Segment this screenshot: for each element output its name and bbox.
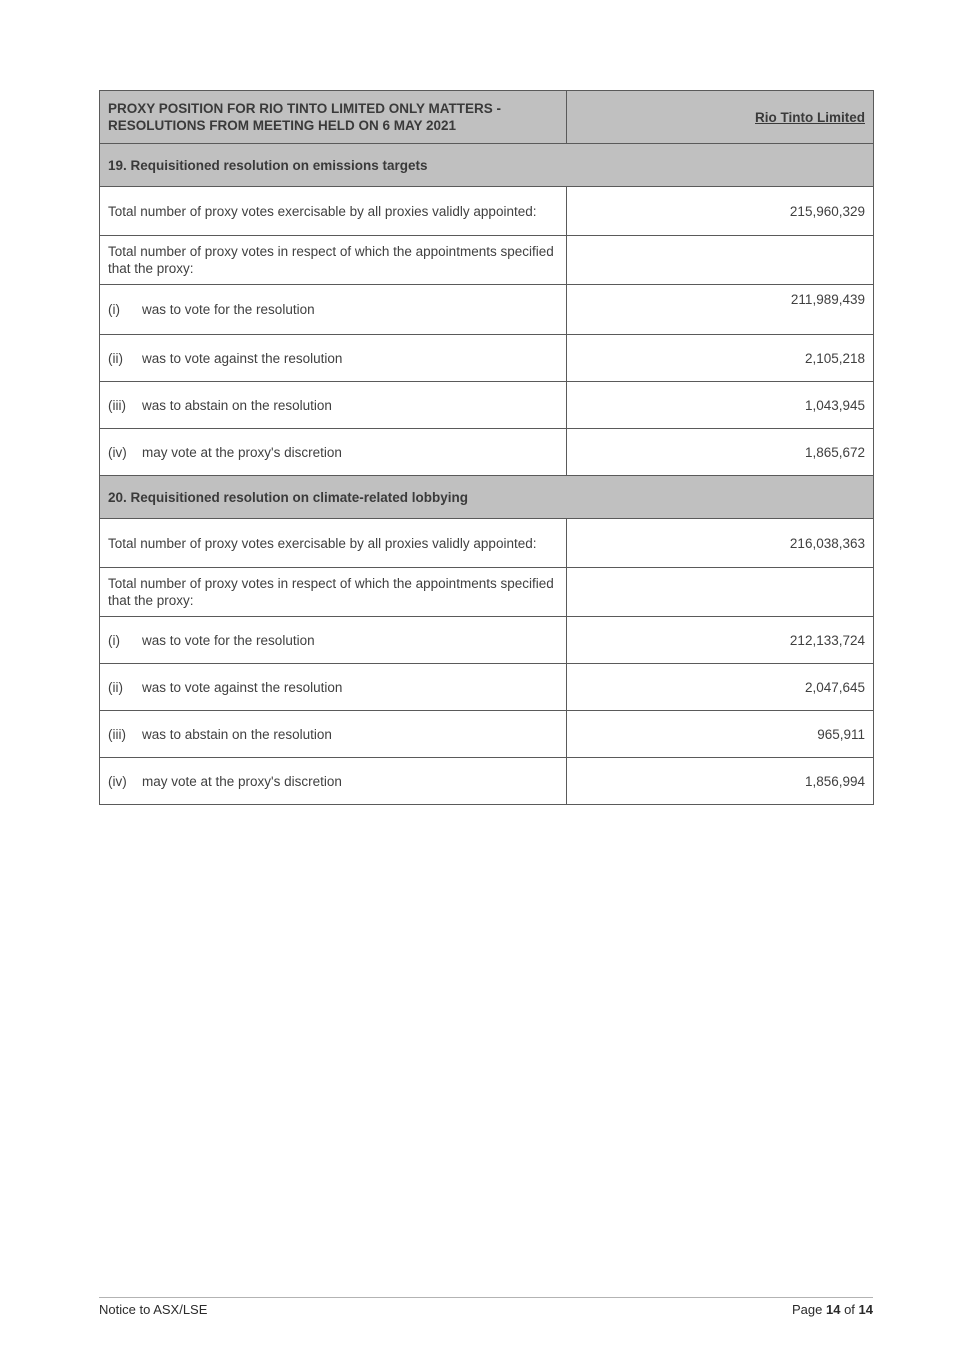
table-row [100, 236, 874, 285]
row-value: 216,038,363 [567, 519, 874, 568]
row-label [100, 382, 567, 429]
table-header-row [100, 91, 874, 144]
table-header-column [567, 91, 874, 144]
footer-left-text: Notice to ASX/LSE [99, 1302, 208, 1317]
row-label: Total number of proxy votes in respect of which the appointments specified that the proxy: [100, 236, 567, 285]
row-label [100, 285, 567, 335]
table-row [100, 382, 874, 429]
table-row [100, 335, 874, 382]
row-value: 1,856,994 [567, 758, 874, 805]
row-value: 2,047,645 [567, 664, 874, 711]
section-20-title: 20. Requisitioned resolution on climate-related lobbying [100, 476, 874, 519]
table-row [100, 568, 874, 617]
roman-numeral: (iii) [108, 397, 126, 413]
row-value: 215,960,329 [567, 187, 874, 236]
roman-numeral: (iv) [108, 773, 127, 789]
roman-numeral: (ii) [108, 679, 123, 695]
row-label-text: may vote at the proxy's discretion [142, 773, 342, 789]
roman-numeral: (i) [108, 302, 120, 317]
table-row [100, 285, 874, 335]
footer-page-number: 14 [825, 1302, 841, 1317]
row-value: 2,105,218 [567, 335, 874, 382]
table-row [100, 187, 874, 236]
row-value: 1,865,672 [567, 429, 874, 476]
row-label: Total number of proxy votes exercisable by all proxies validly appointed: [100, 519, 567, 568]
section-19-banner [100, 144, 874, 187]
row-value [567, 568, 874, 617]
section-19-title: 19. Requisitioned resolution on emissions targets [100, 144, 874, 187]
table-row [100, 617, 874, 664]
section-20-banner [100, 476, 874, 519]
footer-total-pages: 14 [858, 1302, 873, 1317]
table-row [100, 519, 874, 568]
table-header-title: PROXY POSITION FOR RIO TINTO LIMITED ONLY MATTERS - RESOLUTIONS FROM MEETING HELD ON 6 MAY 2021 [100, 91, 567, 144]
row-label-text: was to abstain on the resolution [142, 726, 332, 742]
row-label-text: was to vote for the resolution [142, 302, 315, 317]
table-row [100, 664, 874, 711]
roman-numeral: (iii) [108, 726, 126, 742]
table-row [100, 429, 874, 476]
roman-numeral: (i) [108, 632, 120, 648]
row-value: 965,911 [567, 711, 874, 758]
footer-of-word: of [840, 1302, 859, 1317]
footer-page-indicator [792, 1302, 873, 1317]
roman-numeral: (iv) [108, 444, 127, 460]
row-label [100, 758, 567, 805]
row-label-text: may vote at the proxy's discretion [142, 444, 342, 460]
row-value [567, 236, 874, 285]
row-label [100, 617, 567, 664]
row-value: 1,043,945 [567, 382, 874, 429]
row-value: 211,989,439 [567, 285, 874, 335]
row-label [100, 335, 567, 382]
table-row [100, 711, 874, 758]
table-row [100, 758, 874, 805]
row-label-text: was to vote for the resolution [142, 632, 315, 648]
row-label-text: was to vote against the resolution [142, 679, 343, 695]
footer [99, 1297, 873, 1317]
row-label-text: was to abstain on the resolution [142, 397, 332, 413]
row-label [100, 664, 567, 711]
roman-numeral: (ii) [108, 350, 123, 366]
footer-page-word: Page [792, 1302, 826, 1317]
row-label [100, 711, 567, 758]
row-label: Total number of proxy votes exercisable by all proxies validly appointed: [100, 187, 567, 236]
header-column-label: Rio Tinto Limited [755, 109, 865, 125]
row-value: 212,133,724 [567, 617, 874, 664]
proxy-position-table [99, 90, 874, 805]
row-label [100, 429, 567, 476]
row-label-text: was to vote against the resolution [142, 350, 343, 366]
row-label: Total number of proxy votes in respect of which the appointments specified that the proxy: [100, 568, 567, 617]
